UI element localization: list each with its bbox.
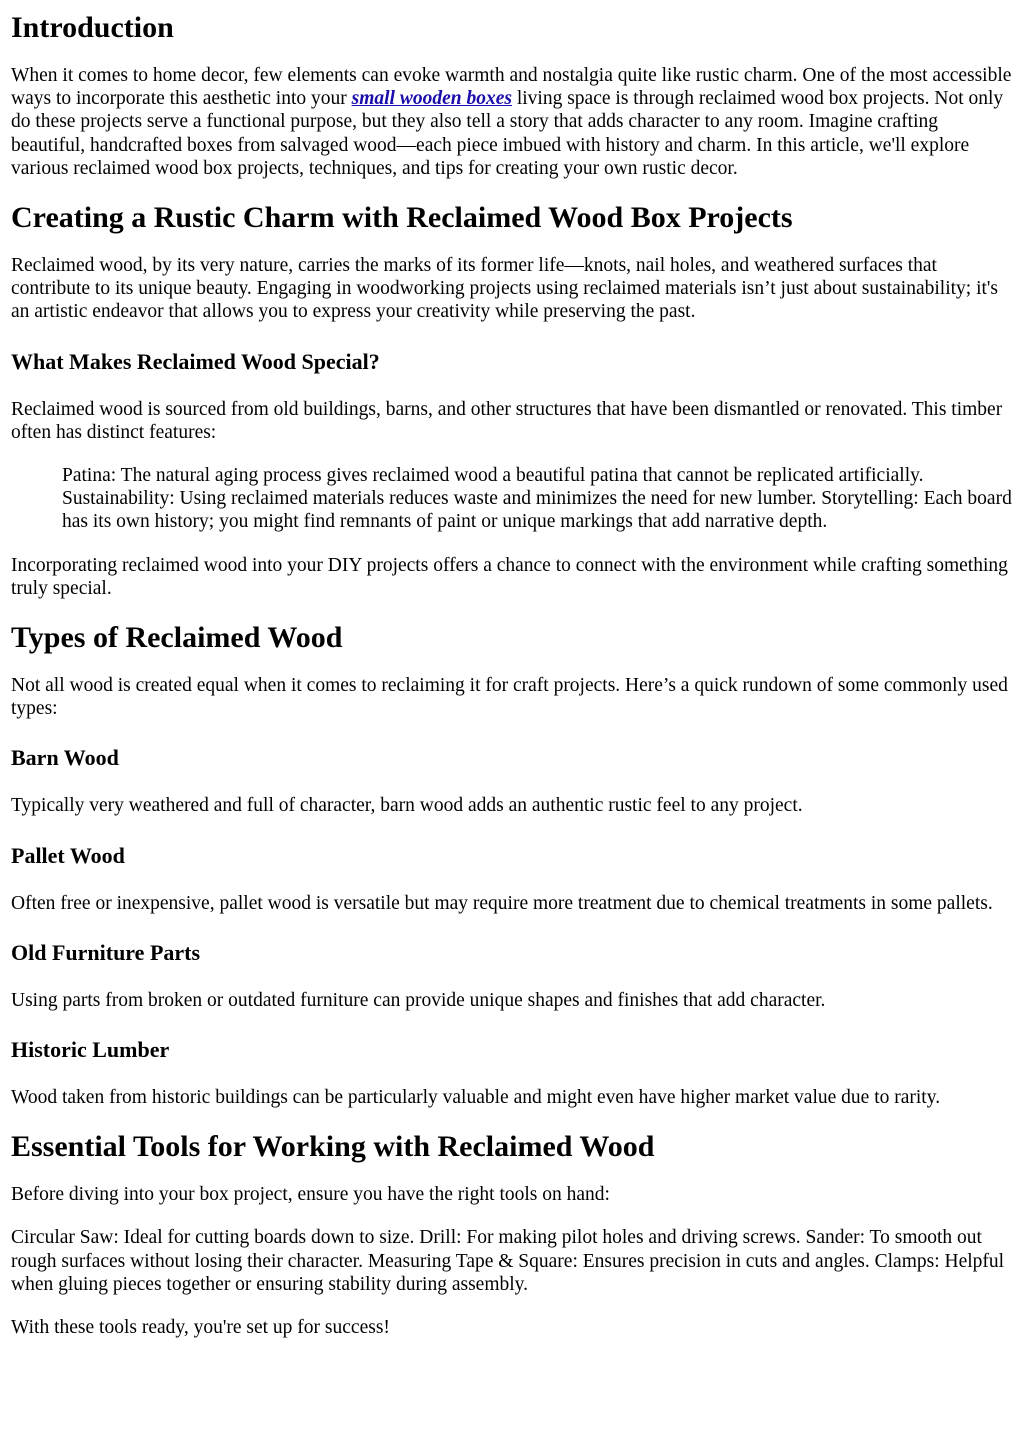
special-features-quote: Patina: The natural aging process gives reclaimed wood a beautiful patina that cannot be replicated artificially. Sustainability: Using reclaimed materials reduces waste and minimizes the need for new lumber. Storytelling: Each board has its own history; you might find remnants of paint or unique markings that add narrative depth. [62, 465, 1012, 533]
heading-pallet-wood: Pallet Wood [11, 842, 125, 868]
heading-types: Types of Reclaimed Wood [11, 621, 343, 655]
tools-closing-paragraph: With these tools ready, you're set up for success! [11, 1317, 390, 1339]
old-furniture-text: Using parts from broken or outdated furniture can provide unique shapes and finishes that add character. [11, 989, 826, 1011]
tools-list-paragraph: Circular Saw: Ideal for cutting boards down to size. Drill: For making pilot holes and driving screws. Sander: To smooth out rough surfaces without losing their character. Measuring Tape & Square: Ensures precision in cuts and angles. Clamps: Helpful when gluing pieces together or ensuring stability during assembly. [11, 1227, 1005, 1295]
special-paragraph: Reclaimed wood is sourced from old buildings, barns, and other structures that have been dismantled or renovated. This timber often has distinct features: [11, 398, 1003, 443]
pallet-wood-text: Often free or inexpensive, pallet wood is versatile but may require more treatment due to chemical treatments in some pallets. [11, 892, 993, 914]
heading-what-makes-special: What Makes Reclaimed Wood Special? [11, 348, 380, 374]
historic-lumber-text: Wood taken from historic buildings can be particularly valuable and might even have higher market value due to rarity. [11, 1087, 941, 1109]
heading-rustic-charm: Creating a Rustic Charm with Reclaimed Wood Box Projects [11, 201, 793, 235]
types-paragraph: Not all wood is created equal when it comes to reclaiming it for craft projects. Here’s a quick rundown of some commonly used types: [11, 675, 1008, 720]
heading-historic-lumber: Historic Lumber [11, 1037, 170, 1063]
heading-old-furniture-parts: Old Furniture Parts [11, 939, 201, 965]
small-wooden-boxes-link[interactable]: small wooden boxes [351, 88, 512, 110]
tools-paragraph: Before diving into your box project, ensure you have the right tools on hand: [11, 1184, 610, 1206]
heading-barn-wood: Barn Wood [11, 745, 119, 771]
heading-essential-tools: Essential Tools for Working with Reclaimed Wood [11, 1130, 655, 1164]
rustic-paragraph: Reclaimed wood, by its very nature, carries the marks of its former life—knots, nail holes, and weathered surfaces that contribute to its unique beauty. Engaging in woodworking projects using reclaimed materials isn’t just about sustainability; it's an artistic endeavor that allows you to express your creativity while preserving the past. [11, 255, 999, 323]
article [0, 10, 1024, 1339]
intro-text-before-link: When it comes to home decor, few elements can evoke warmth and nostalgia quite like rustic charm. One of the most accessible ways to incorporate this aesthetic into your [11, 65, 1012, 110]
barn-wood-text: Typically very weathered and full of character, barn wood adds an authentic rustic feel to any project. [11, 795, 803, 817]
heading-introduction: Introduction [11, 11, 174, 44]
intro-paragraph [11, 64, 1013, 180]
special-closing-paragraph: Incorporating reclaimed wood into your DIY projects offers a chance to connect with the environment while crafting something truly special. [11, 554, 1008, 599]
intro-text-after-link: living space is through reclaimed wood box projects. Not only do these projects serve a functional purpose, but they also tell a story that adds character to any room. Imagine crafting beautiful, handcrafted boxes from salvaged wood—each piece imbued with history and charm. In this article, we'll explore various reclaimed wood box projects, techniques, and tips for creating your own rustic decor. [11, 88, 1004, 179]
